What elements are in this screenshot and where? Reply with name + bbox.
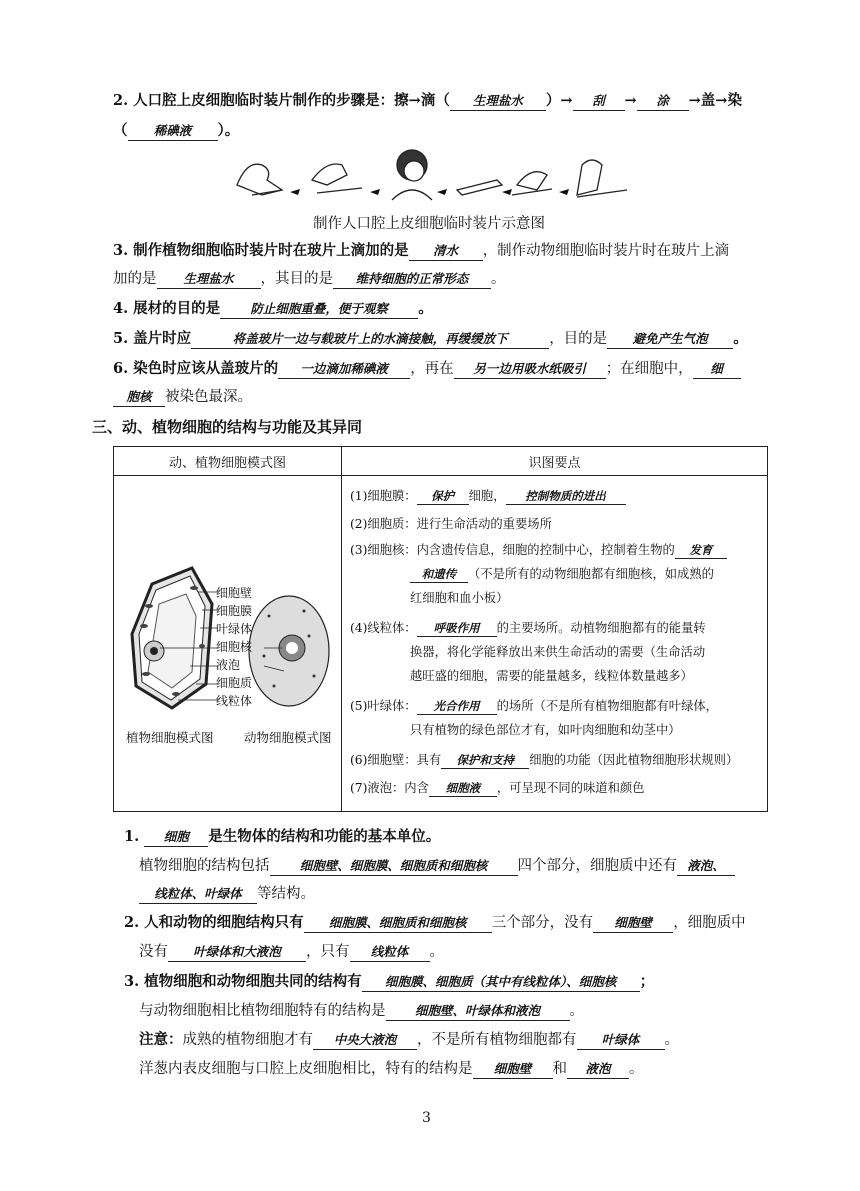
diagram-labels <box>216 584 252 710</box>
q2-text: ）。 <box>217 122 240 139</box>
label-nucleus: 细胞核 <box>216 640 253 654</box>
q3-line2 <box>113 268 506 290</box>
table-header: 动、植物细胞模式图 <box>114 447 342 476</box>
q3-text: ，制作动物细胞临时装片时在玻片上滴 <box>482 243 730 259</box>
point-3: (3)细胞核：内含遗传信息，细胞的控制中心，控制着生物的 发育 <box>350 540 727 560</box>
point-2: (2)细胞质：进行生命活动的重要场所 <box>350 517 552 531</box>
answer-blank: 呼吸作用 <box>417 621 497 637</box>
answer-blank: 细胞壁 <box>593 914 673 933</box>
q4-text: 。 <box>418 300 433 317</box>
answer-blank: 线粒体、叶绿体 <box>139 885 257 904</box>
q4-line <box>113 298 433 320</box>
label-mitochondria: 线粒体 <box>216 694 253 708</box>
label-chloroplast: 叶绿体 <box>216 622 253 636</box>
table-header: 识图要点 <box>342 447 768 476</box>
q3-text: ，其目的是 <box>260 271 333 287</box>
q6-text: ，再在 <box>410 361 454 377</box>
point-3-line3: 红细胞和血小板） <box>410 591 509 605</box>
answer-blank: 保护和支持 <box>441 753 529 769</box>
q2-text: ）→ <box>545 92 573 109</box>
q6-line1 <box>113 358 741 380</box>
q2-text: → <box>624 92 637 109</box>
s3-line2: 与动物细胞相比植物细胞特有的结构是 细胞壁、叶绿体和液泡 。 <box>139 1003 584 1019</box>
answer-blank: 胞核 <box>113 388 165 407</box>
answer-blank: 另一边用吸水纸吸引 <box>454 360 606 379</box>
answer-blank: 稀碘液 <box>128 122 218 141</box>
label-cytoplasm: 细胞质 <box>216 676 253 690</box>
point-6: (6)细胞壁：具有 保护和支持 细胞的功能（因此植物细胞形状规则） <box>350 753 739 767</box>
answer-blank: 光合作用 <box>417 699 497 715</box>
plant-cell-caption: 植物细胞模式图 <box>126 730 214 745</box>
s2-line1: 2. 人和动物的细胞结构只有 细胞膜、细胞质和细胞核 三个部分，没有 细胞壁 ，细胞质中 <box>124 914 746 931</box>
answer-blank: 细胞液 <box>429 781 497 797</box>
diagram-cell <box>114 476 342 812</box>
answer-blank: 细胞 <box>144 828 208 847</box>
point-4-line3: 越旺盛的细胞，需要的能量越多，线粒体数量越多） <box>410 669 693 683</box>
label-cell-wall: 细胞壁 <box>216 586 253 600</box>
answer-blank: 涂 <box>637 92 689 111</box>
answer-blank: 生理盐水 <box>450 92 546 111</box>
answer-blank: 维持细胞的正常形态 <box>333 270 491 289</box>
q6-line2 <box>113 386 252 408</box>
points-cell <box>342 476 768 812</box>
q5-line <box>113 328 748 350</box>
point-5-line2: 只有植物的绿色部位才有，如叶肉细胞和幼茎中） <box>410 723 681 737</box>
answer-blank: 防止细胞重叠，便于观察 <box>220 300 418 319</box>
slide-preparation-illustration <box>232 145 632 205</box>
point-5: (5)叶绿体： 光合作用 的场所（不是所有植物细胞都有叶绿体， <box>350 699 718 713</box>
label-vacuole: 液泡 <box>216 658 241 672</box>
answer-blank: 线粒体 <box>350 943 430 962</box>
s3-line4: 洋葱内表皮细胞与口腔上皮细胞相比，特有的结构是 细胞壁 和 液泡 。 <box>139 1061 644 1077</box>
q2-text: 2. 人口腔上皮细胞临时装片制作的步骤是：擦→滴（ <box>113 92 450 109</box>
page-number: 3 <box>422 1110 431 1126</box>
s3-line1: 3. 植物细胞和动物细胞共同的结构有 细胞膜、细胞质（其中有线粒体）、细胞核 ； <box>124 973 655 990</box>
point-3-line2: 和遗传 （不是所有的动物细胞都有细胞核，如成熟的 <box>410 564 714 584</box>
point-4-line2: 换器，将化学能释放出来供生命活动的需要（生命活动 <box>410 645 706 659</box>
answer-blank: 叶绿体 <box>577 1031 665 1050</box>
answer-blank: 控制物质的进出 <box>506 489 626 505</box>
answer-blank: 和遗传 <box>410 567 468 583</box>
q3-text: 加的是 <box>113 271 157 287</box>
answer-blank: 刮 <box>573 92 625 111</box>
answer-blank: 液泡、 <box>677 857 735 876</box>
q2-line1 <box>113 90 742 112</box>
point-7: (7)液泡：内含 细胞液 ，可呈现不同的味道和颜色 <box>350 781 645 795</box>
q3-text: 3. 制作植物细胞临时装片时在玻片上滴加的是 <box>113 242 409 259</box>
q2-text: →盖→染 <box>688 92 742 109</box>
answer-blank: 细 <box>693 360 741 379</box>
q3-text: 。 <box>491 271 506 287</box>
q5-text: ，目的是 <box>549 331 608 347</box>
q5-text: 。 <box>733 330 748 347</box>
q3-line1 <box>113 240 729 262</box>
answer-blank: 细胞膜、细胞质（其中有线粒体）、细胞核 <box>362 973 640 992</box>
q4-text: 4. 展材的目的是 <box>113 300 221 317</box>
q6-text: 被染色最深。 <box>165 389 252 405</box>
answer-blank: 生理盐水 <box>157 270 261 289</box>
answer-blank: 细胞壁 <box>473 1060 553 1079</box>
q2-line2 <box>113 120 239 142</box>
q6-text: ；在细胞中， <box>605 361 693 377</box>
label-cell-membrane: 细胞膜 <box>216 604 253 618</box>
answer-blank: 细胞壁、叶绿体和液泡 <box>386 1002 570 1021</box>
section-heading: 三、动、植物细胞的结构与功能及其异同 <box>92 418 363 436</box>
q5-text: 5. 盖片时应 <box>113 330 192 347</box>
s3-line3: 注意：成熟的植物细胞才有 中央大液泡 ，不是所有植物细胞都有 叶绿体 。 <box>139 1031 679 1048</box>
answer-blank: 细胞膜、细胞质和细胞核 <box>304 914 492 933</box>
answer-blank: 避免产生气泡 <box>607 330 733 349</box>
cell-structure-table <box>113 446 768 812</box>
answer-blank: 清水 <box>409 242 483 261</box>
s2-line2: 没有 叶绿体和大液泡 ，只有 线粒体 。 <box>139 944 444 960</box>
answer-blank: 将盖玻片一边与载玻片上的水滴接触，再缓缓放下 <box>191 330 549 349</box>
answer-blank: 保护 <box>417 489 469 505</box>
q6-text: 6. 染色时应该从盖玻片的 <box>113 360 279 377</box>
answer-blank: 发育 <box>675 543 727 559</box>
animal-cell-caption: 动物细胞模式图 <box>244 730 332 745</box>
illustration-caption: 制作人口腔上皮细胞临时装片示意图 <box>313 216 545 232</box>
answer-blank: 一边滴加稀碘液 <box>278 360 410 379</box>
answer-blank: 液泡 <box>567 1060 629 1079</box>
answer-blank: 中央大液泡 <box>313 1031 417 1050</box>
s1-line2: 植物细胞的结构包括 细胞壁、细胞膜、细胞质和细胞核 四个部分，细胞质中还有 液泡、 <box>139 855 735 877</box>
answer-blank: 叶绿体和大液泡 <box>168 943 306 962</box>
s1-line3: 线粒体、叶绿体 等结构。 <box>139 883 315 905</box>
point-1: (1)细胞膜： 保护 细胞， 控制物质的进出 <box>350 486 626 506</box>
answer-blank: 细胞壁、细胞膜、细胞质和细胞核 <box>270 857 518 876</box>
s1-line1: 1. 细胞 是生物体的结构和功能的基本单位。 <box>124 828 441 845</box>
q2-text: （ <box>113 122 128 139</box>
point-4: (4)线粒体： 呼吸作用 的主要场所。动植物细胞都有的能量转 <box>350 621 706 635</box>
